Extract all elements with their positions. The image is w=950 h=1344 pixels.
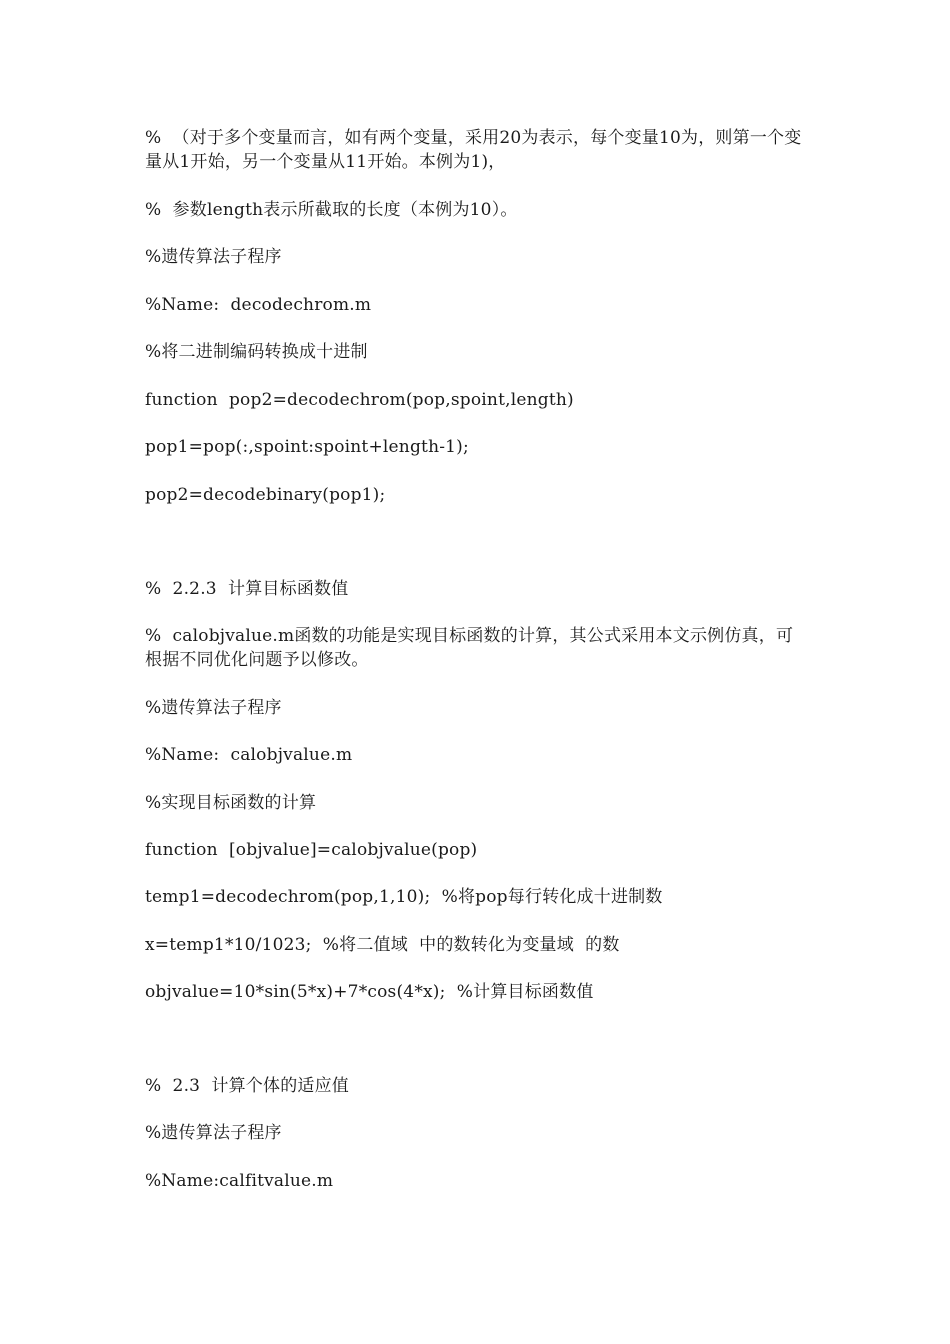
section-heading: % 2.2.3 计算目标函数值	[145, 579, 349, 599]
text-line: % 参数length表示所截取的长度（本例为10）。	[145, 200, 518, 220]
text-line: %实现目标函数的计算	[145, 793, 317, 813]
text-line: % calobjvalue.m函数的功能是实现目标函数的计算，其公式采用本文示例仿真，可根据不同优化问题予以修改。	[145, 626, 794, 670]
section-heading: % 2.3 计算个体的适应值	[145, 1076, 350, 1096]
text-line: %遗传算法子程序	[145, 698, 282, 718]
code-line: x=temp1*10/1023; %将二值域 中的数转化为变量域 的数	[145, 935, 620, 955]
text-line: %将二进制编码转换成十进制	[145, 342, 368, 362]
text-line: %遗传算法子程序	[145, 247, 282, 267]
code-line: function [objvalue]=calobjvalue(pop)	[145, 840, 478, 860]
text-line: %Name: decodechrom.m	[145, 295, 372, 315]
text-line: %遗传算法子程序	[145, 1123, 282, 1143]
code-line: temp1=decodechrom(pop,1,10); %将pop每行转化成十进制数	[145, 887, 663, 907]
code-line: objvalue=10*sin(5*x)+7*cos(4*x); %计算目标函数值	[145, 982, 594, 1002]
code-line: pop1=pop(:,spoint:spoint+length-1);	[145, 437, 469, 457]
text-line: % （对于多个变量而言，如有两个变量，采用20为表示，每个变量10为，则第一个变量从1开始，另一个变量从11开始。本例为1)，	[145, 128, 802, 172]
text-line: %Name:calfitvalue.m	[145, 1171, 334, 1191]
code-line: pop2=decodebinary(pop1);	[145, 485, 386, 505]
code-line: function pop2=decodechrom(pop,spoint,length)	[145, 390, 574, 410]
text-line: %Name: calobjvalue.m	[145, 745, 353, 765]
